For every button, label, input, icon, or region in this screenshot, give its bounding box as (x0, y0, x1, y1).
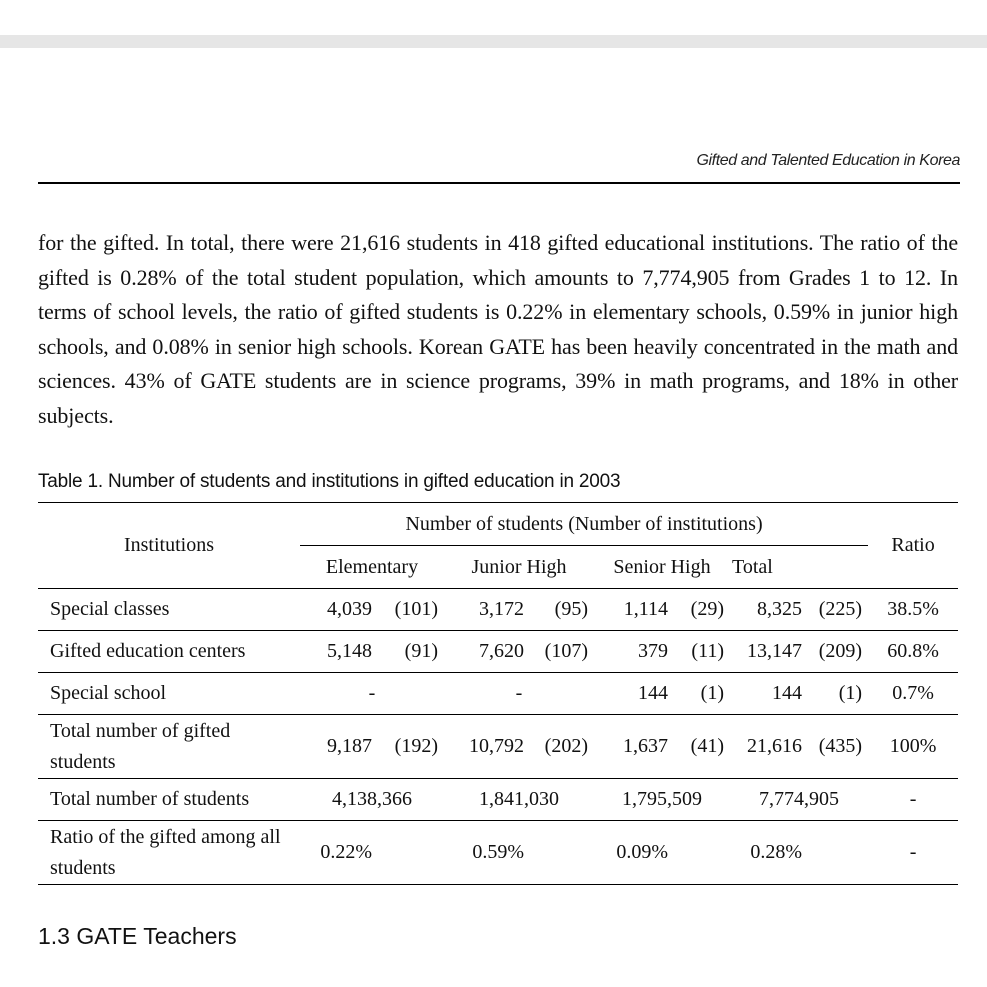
running-header: Gifted and Talented Education in Korea (696, 152, 960, 169)
table-caption: Table 1. Number of students and institutions in gifted education in 2003 (38, 471, 621, 492)
table-row (38, 673, 958, 715)
cell-students: 144 (594, 673, 668, 715)
cell-institutions: (209) (802, 631, 868, 673)
cell-ratio: 0.7% (868, 673, 958, 715)
cell-total-students: 4,138,366 (300, 779, 444, 821)
cell-gifted-ratio: 0.22% (300, 821, 372, 885)
row-label: Total number of gifted students (38, 715, 300, 779)
table-row (38, 631, 958, 673)
cell-institutions: (29) (668, 589, 730, 631)
cell-institutions: (202) (524, 715, 594, 779)
cell-students: 3,172 (444, 589, 524, 631)
cell-institutions: (1) (668, 673, 730, 715)
cell-students: 10,792 (444, 715, 524, 779)
row-label: Total number of students (38, 779, 300, 821)
cell-institutions: (41) (668, 715, 730, 779)
cell-students: 8,325 (730, 589, 802, 631)
cell-students: 5,148 (300, 631, 372, 673)
cell-students: 379 (594, 631, 668, 673)
header-junior-high: Junior High (471, 555, 567, 578)
table-row (38, 715, 958, 779)
cell-institutions: (91) (372, 631, 444, 673)
cell-students: 144 (730, 673, 802, 715)
cell-total-students: 1,841,030 (444, 779, 594, 821)
row-label: Ratio of the gifted among all students (38, 821, 300, 885)
header-number-of-students: Number of students (Number of institutions) (300, 503, 868, 546)
row-label: Special classes (38, 589, 300, 631)
table-row (38, 779, 958, 821)
table-row (38, 589, 958, 631)
header-institutions: Institutions (123, 534, 214, 556)
row-label: Special school (38, 673, 300, 715)
cell-students: 1,114 (594, 589, 668, 631)
header-total: Total (732, 555, 773, 578)
cell-institutions: (192) (372, 715, 444, 779)
header-rule (38, 182, 960, 184)
cell-students: 21,616 (730, 715, 802, 779)
cell-students: - (444, 673, 594, 715)
cell-institutions: (1) (802, 673, 868, 715)
cell-institutions: (95) (524, 589, 594, 631)
cell-ratio: 100% (868, 715, 958, 779)
cell-institutions: (225) (802, 589, 868, 631)
header-ratio: Ratio (891, 534, 935, 556)
cell-total-students: 1,795,509 (594, 779, 730, 821)
cell-ratio: - (868, 821, 958, 885)
top-band (0, 35, 987, 48)
cell-gifted-ratio: 0.09% (594, 821, 668, 885)
header-elementary: Elementary (325, 555, 419, 578)
cell-students: 13,147 (730, 631, 802, 673)
gifted-education-table (38, 502, 958, 885)
cell-institutions: (107) (524, 631, 594, 673)
row-label: Gifted education centers (38, 631, 300, 673)
cell-gifted-ratio: 0.59% (444, 821, 524, 885)
table-row (38, 821, 958, 885)
cell-ratio: 38.5% (868, 589, 958, 631)
cell-gifted-ratio: 0.28% (730, 821, 802, 885)
cell-students: - (300, 673, 444, 715)
cell-students: 9,187 (300, 715, 372, 779)
cell-total-students: 7,774,905 (730, 779, 868, 821)
cell-ratio: - (868, 779, 958, 821)
section-heading: 1.3 GATE Teachers (38, 923, 237, 949)
cell-students: 7,620 (444, 631, 524, 673)
cell-ratio: 60.8% (868, 631, 958, 673)
header-senior-high: Senior High (613, 555, 711, 578)
cell-students: 4,039 (300, 589, 372, 631)
body-paragraph: for the gifted. In total, there were 21,616 students in 418 gifted educational institutions. The ratio of the gifted is 0.28% of the total student population, which amounts to 7,774,905 from Grades 1 to 12. In terms of school levels, the ratio of gifted students is 0.22% in elementary schools, 0.59% in junior high schools, and 0.08% in senior high schools. Korean GATE has been heavily concentrated in the math and sciences. 43% of GATE students are in science programs, 39% in math programs, and 18% in other subjects. (38, 230, 958, 428)
cell-institutions: (101) (372, 589, 444, 631)
cell-students: 1,637 (594, 715, 668, 779)
cell-institutions: (11) (668, 631, 730, 673)
cell-institutions: (435) (802, 715, 868, 779)
